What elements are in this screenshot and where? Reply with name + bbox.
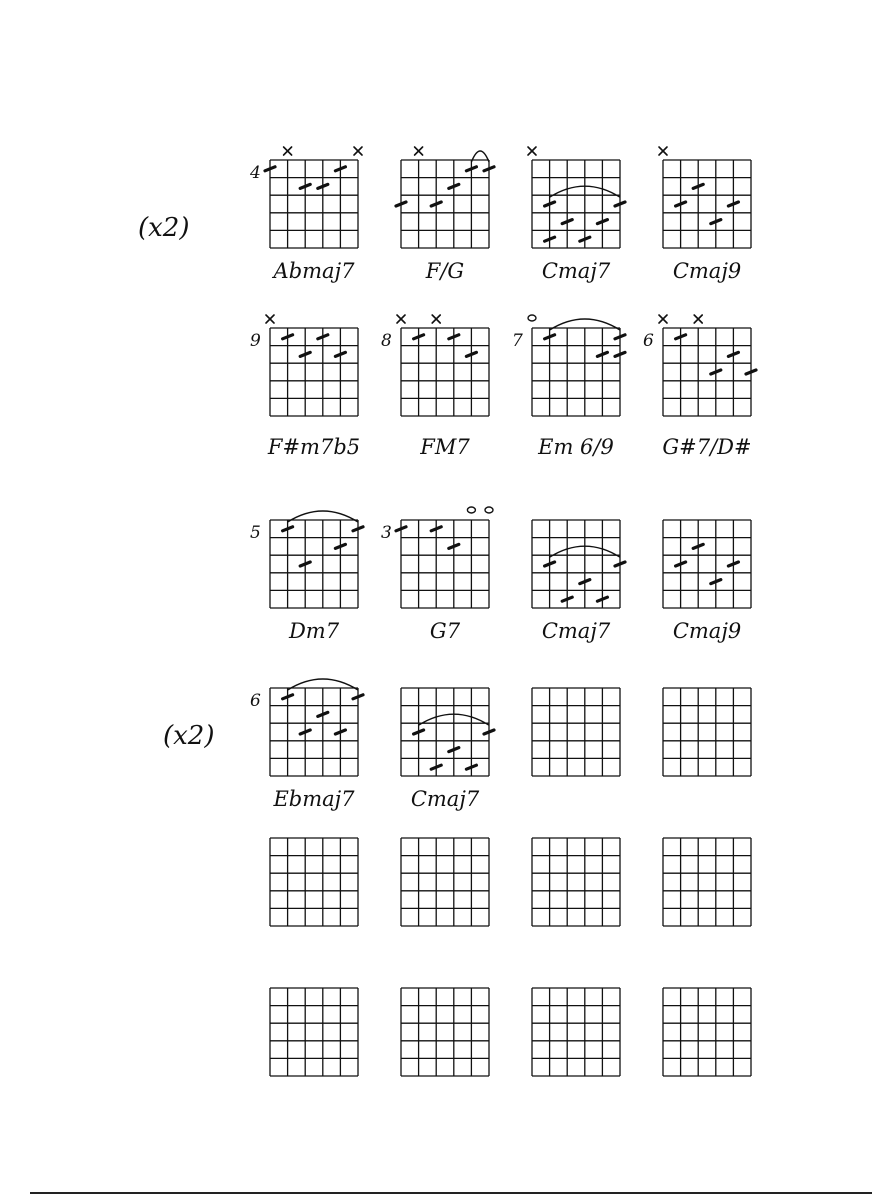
finger-dot: [728, 562, 738, 566]
chord-name: Cmaj9: [672, 259, 742, 283]
finger-dot: [484, 730, 494, 734]
finger-dot: [466, 765, 476, 769]
finger-dot: [283, 335, 293, 339]
chord-diagram: [401, 988, 489, 1076]
fretboard-grid: [663, 838, 751, 926]
fretboard-grid: [401, 520, 489, 608]
muted-string-mark: [397, 315, 405, 323]
chord-name: G#7/D#: [662, 435, 752, 459]
fretboard-grid: [401, 688, 489, 776]
chord-diagram: [512, 315, 625, 459]
chord-diagram: [659, 147, 751, 283]
chord-name: Cmaj7: [541, 259, 611, 283]
finger-dot: [449, 184, 459, 188]
finger-dot: [580, 580, 590, 584]
finger-dot: [545, 202, 555, 206]
finger-dot: [265, 167, 275, 171]
finger-dot: [431, 765, 441, 769]
finger-dot: [353, 527, 363, 531]
chord-diagram: [643, 315, 756, 459]
chord-diagram: [250, 315, 360, 459]
finger-dot: [335, 730, 345, 734]
fret-number: 8: [381, 331, 392, 351]
chord-diagram: [663, 520, 751, 643]
finger-dot: [318, 712, 328, 716]
finger-dot: [615, 335, 625, 339]
finger-dot: [562, 597, 572, 601]
chord-name: F/G: [425, 259, 465, 283]
finger-dot: [300, 562, 310, 566]
finger-dot: [318, 335, 328, 339]
fretboard-grid: [532, 160, 620, 248]
chord-diagram: [532, 520, 625, 643]
finger-dot: [693, 544, 703, 548]
finger-dot: [300, 184, 310, 188]
muted-string-mark: [659, 315, 667, 323]
fretboard-grid: [401, 160, 489, 248]
chord-diagram: [401, 838, 489, 926]
finger-dot: [676, 335, 686, 339]
fretboard-grid: [532, 838, 620, 926]
muted-string-mark: [694, 315, 702, 323]
finger-dot: [353, 695, 363, 699]
chord-name: FM7: [420, 435, 470, 459]
chord-diagrams: [249, 147, 756, 1076]
fretboard-grid: [401, 838, 489, 926]
finger-dot: [335, 352, 345, 356]
finger-dot: [711, 220, 721, 224]
finger-dot: [693, 184, 703, 188]
finger-dot: [597, 352, 607, 356]
open-string-mark: [485, 507, 493, 513]
finger-dot: [414, 335, 424, 339]
finger-dot: [300, 730, 310, 734]
muted-string-mark: [284, 147, 292, 155]
chord-diagram: [532, 688, 620, 776]
fretboard-grid: [270, 160, 358, 248]
finger-dot: [545, 335, 555, 339]
chord-diagram: [381, 507, 493, 643]
chord-diagram: [532, 838, 620, 926]
muted-string-mark: [354, 147, 362, 155]
finger-dot: [484, 167, 494, 171]
chord-diagram: [663, 988, 751, 1076]
finger-dot: [545, 562, 555, 566]
finger-dot: [466, 167, 476, 171]
open-string-mark: [528, 315, 536, 321]
finger-dot: [283, 527, 293, 531]
finger-dot: [580, 237, 590, 241]
fretboard-grid: [532, 328, 620, 416]
fretboard-grid: [663, 988, 751, 1076]
finger-dot: [676, 202, 686, 206]
fretboard-grid: [663, 160, 751, 248]
finger-dot: [414, 730, 424, 734]
fretboard-grid: [270, 328, 358, 416]
muted-string-mark: [415, 147, 423, 155]
chord-diagram: [663, 688, 751, 776]
finger-dot: [283, 695, 293, 699]
muted-string-mark: [659, 147, 667, 155]
chord-diagram: [528, 147, 625, 283]
finger-dot: [676, 562, 686, 566]
chord-name: F#m7b5: [267, 435, 361, 459]
fret-number: 6: [250, 691, 261, 711]
fretboard-grid: [663, 328, 751, 416]
chord-diagram: [270, 988, 358, 1076]
chord-diagram: [532, 988, 620, 1076]
chord-diagram: [396, 147, 494, 283]
chord-name: G7: [429, 619, 461, 643]
chord-name: Ebmaj7: [273, 787, 355, 811]
chord-name: Cmaj9: [672, 619, 742, 643]
chord-diagram: [270, 838, 358, 926]
fretboard-grid: [663, 688, 751, 776]
finger-dot: [431, 202, 441, 206]
fret-number: 3: [381, 523, 392, 543]
finger-dot: [597, 220, 607, 224]
repeat-mark-1: (x2): [138, 213, 190, 243]
chord-name: Dm7: [288, 619, 340, 643]
fretboard-grid: [532, 520, 620, 608]
finger-dot: [335, 167, 345, 171]
fretboard-grid: [401, 988, 489, 1076]
fret-number: 4: [250, 163, 261, 183]
finger-dot: [449, 335, 459, 339]
fret-number: 6: [643, 331, 654, 351]
fretboard-grid: [532, 688, 620, 776]
fret-number: 9: [250, 331, 261, 351]
muted-string-mark: [528, 147, 536, 155]
fretboard-grid: [270, 838, 358, 926]
finger-dot: [728, 352, 738, 356]
fretboard-grid: [532, 988, 620, 1076]
finger-dot: [597, 597, 607, 601]
repeat-mark-2: (x2): [163, 721, 215, 751]
chord-diagram: [663, 838, 751, 926]
chord-name: Cmaj7: [541, 619, 611, 643]
chord-diagram: [249, 147, 362, 283]
chord-diagram: [250, 511, 363, 643]
chord-name: Em 6/9: [538, 435, 614, 459]
fretboard-grid: [270, 688, 358, 776]
fretboard-grid: [270, 988, 358, 1076]
fretboard-grid: [270, 520, 358, 608]
finger-dot: [318, 184, 328, 188]
finger-dot: [615, 202, 625, 206]
chord-diagram: [401, 688, 494, 811]
fretboard-grid: [401, 328, 489, 416]
finger-dot: [449, 544, 459, 548]
finger-dot: [746, 370, 756, 374]
finger-dot: [728, 202, 738, 206]
finger-dot: [615, 562, 625, 566]
finger-dot: [466, 352, 476, 356]
chord-diagram: [250, 679, 363, 811]
muted-string-mark: [432, 315, 440, 323]
finger-dot: [615, 352, 625, 356]
chord-diagram: [381, 315, 489, 459]
finger-dot: [396, 527, 406, 531]
open-string-mark: [467, 507, 475, 513]
finger-dot: [711, 580, 721, 584]
finger-dot: [711, 370, 721, 374]
fretboard-grid: [663, 520, 751, 608]
muted-string-mark: [266, 315, 274, 323]
finger-dot: [300, 352, 310, 356]
finger-dot: [431, 527, 441, 531]
finger-dot: [396, 202, 406, 206]
finger-dot: [449, 748, 459, 752]
fret-number: 7: [512, 331, 523, 351]
chord-name: Abmaj7: [273, 259, 355, 283]
fret-number: 5: [250, 523, 261, 543]
finger-dot: [545, 237, 555, 241]
finger-dot: [335, 544, 345, 548]
chord-name: Cmaj7: [410, 787, 480, 811]
finger-dot: [562, 220, 572, 224]
